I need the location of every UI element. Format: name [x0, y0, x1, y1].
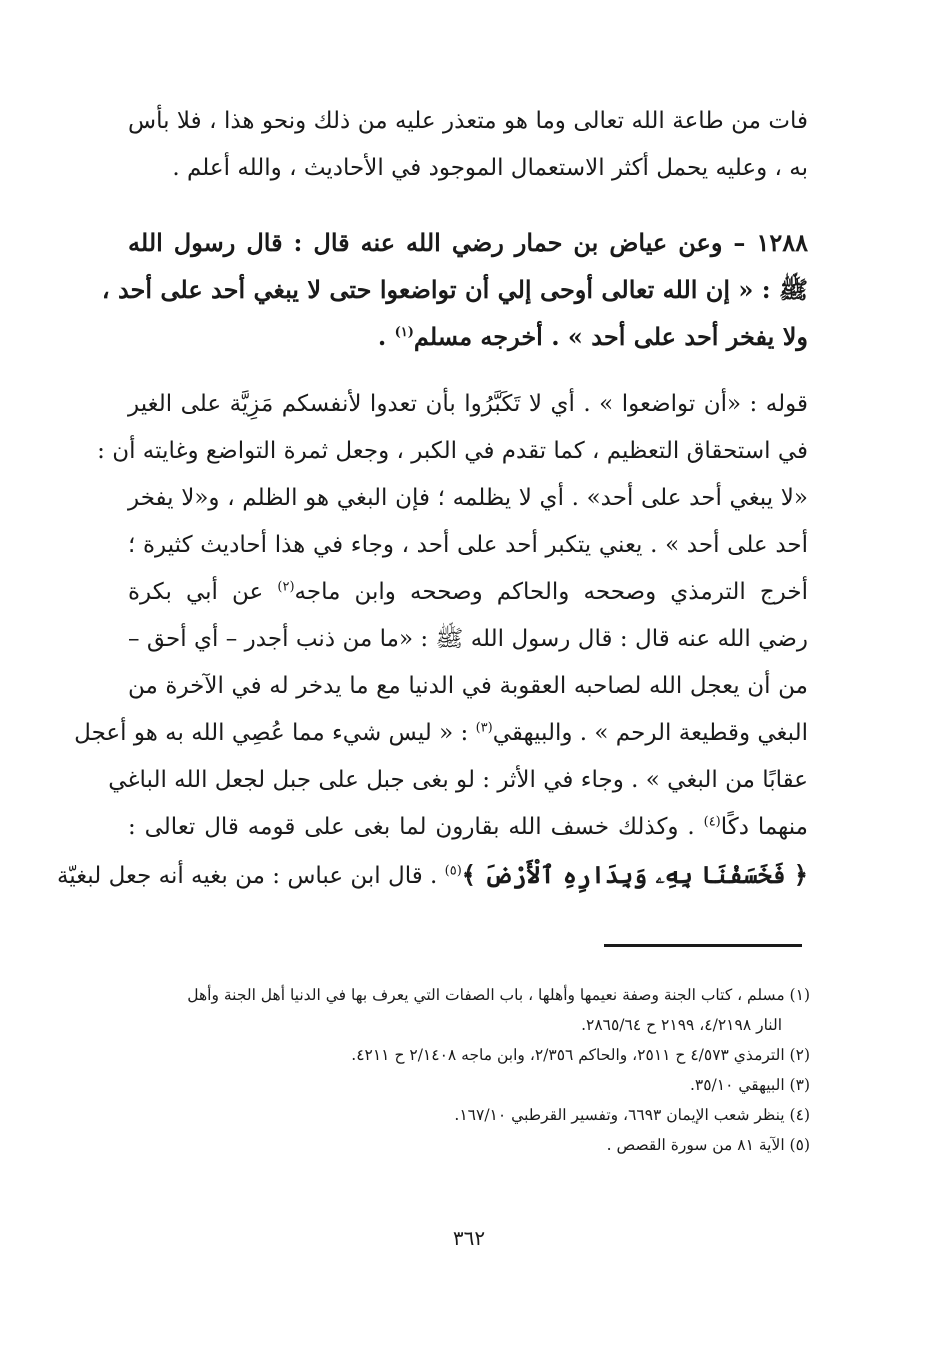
footnote-item-continued: النار ٤/٢١٩٨، ٢١٩٩ ح ٢٨٦٥/٦٤. [581, 1016, 782, 1034]
footnote-ref: (٢) [277, 579, 295, 595]
commentary-text: البغي وقطيعة الرحم » . والبيهقي [492, 720, 808, 746]
footnote-ref: (٣) [475, 720, 493, 736]
commentary-line [128, 569, 808, 616]
commentary-text: : « ليس شيء مما عُصِي الله به هو أعجل [74, 720, 476, 746]
commentary-line [128, 804, 808, 851]
commentary-text: . وكذلك خسف الله بقارون لما بغى على قومه قال تعالى : [128, 814, 704, 840]
hadith-text: ولا يفخر أحد على أحد » . أخرجه مسلم [413, 322, 808, 351]
hadith-text-end: . [377, 322, 395, 351]
intro-paragraph [128, 98, 808, 192]
footnote-ref: (٥) [444, 863, 462, 879]
commentary-text: أخرج الترمذي وصححه والحاكم وصححه وابن ماجه [294, 579, 808, 605]
commentary-line: من أن يعجل الله لصاحبه العقوبة في الدنيا مع ما يدخر له في الآخرة من [128, 673, 808, 699]
footnote-item: (٣) البيهقي ٣٥/١٠. [689, 1076, 810, 1094]
intro-line: فات من طاعة الله تعالى وما هو متعذر عليه من ذلك ونحو هذا ، فلا بأس [128, 108, 808, 134]
footnote-item: (٤) ينظر شعب الإيمان ٦٦٩٣، وتفسير القرطبي ١٦٧/١٠. [454, 1106, 810, 1124]
commentary-line [56, 851, 808, 898]
hadith-block [101, 219, 808, 360]
page-number: ٣٦٢ [452, 1226, 486, 1250]
commentary-text: منهما دكًا [720, 814, 808, 840]
hadith-line: ﷺ : « إن الله تعالى أوحى إلي أن تواضعوا حتى لا يبغي أحد على أحد ، [101, 275, 808, 304]
commentary-line: في استحقاق التعظيم ، كما تقدم في الكبر ، وجعل ثمرة التواضع وغايته أن : [97, 438, 808, 464]
commentary-block [56, 381, 808, 898]
commentary-line [74, 710, 808, 757]
footnote-separator [604, 944, 802, 947]
footnotes [120, 980, 810, 1160]
commentary-line: عقابًا من البغي » . وجاء في الأثر : لو بغى جبل على جبل لجعل الله الباغي [108, 767, 808, 793]
hadith-line [128, 313, 808, 360]
footnote-ref: (٤) [703, 814, 721, 830]
commentary-line: «لا يبغي أحد على أحد» . أي لا يظلمه ؛ فإن البغي هو الظلم ، و«لا يفخر [128, 485, 808, 511]
commentary-line: أحد على أحد » . يعني يتكبر أحد على أحد ، وجاء في هذا أحاديث كثيرة ؛ [128, 532, 808, 558]
footnote-item: (٥) الآية ٨١ من سورة القصص . [606, 1136, 810, 1154]
footnote-ref: (١) [394, 325, 414, 340]
footnote-item: (١) مسلم ، كتاب الجنة وصفة نعيمها وأهلها ، باب الصفات التي يعرف بها في الدنيا أهل الجنة وأهل [187, 986, 810, 1004]
intro-line: به ، وعليه يحمل أكثر الاستعمال الموجود في الأحاديث ، والله أعلم . [172, 155, 808, 181]
commentary-line: رضي الله عنه قال : قال رسول الله ﷺ : «ما من ذنب أجدر – أي أحق – [128, 626, 808, 652]
commentary-line: قوله : «أن تواضعوا » . أي لا تَكَبَّرُوا بأن تعدوا لأنفسكم مَزِيَّة على الغير [128, 391, 808, 417]
hadith-line: ١٢٨٨ – وعن عياض بن حمار رضي الله عنه قال : قال رسول الله [128, 228, 808, 257]
footnote-item: (٢) الترمذي ٤/٥٧٣ ح ٢٥١١، والحاكم ٢/٣٥٦، وابن ماجه ٢/١٤٠٨ ح ٤٢١١. [351, 1046, 810, 1064]
commentary-text: عن أبي بكرة [128, 579, 278, 605]
quran-verse: ﴿ فَخَسَفْنَا بِهِۦ وَبِدَارِهِ ٱلْأَرْضَ ﴾ [461, 860, 808, 889]
commentary-text: . قال ابن عباس : من بغيه أنه جعل لبغيّة [56, 863, 445, 889]
